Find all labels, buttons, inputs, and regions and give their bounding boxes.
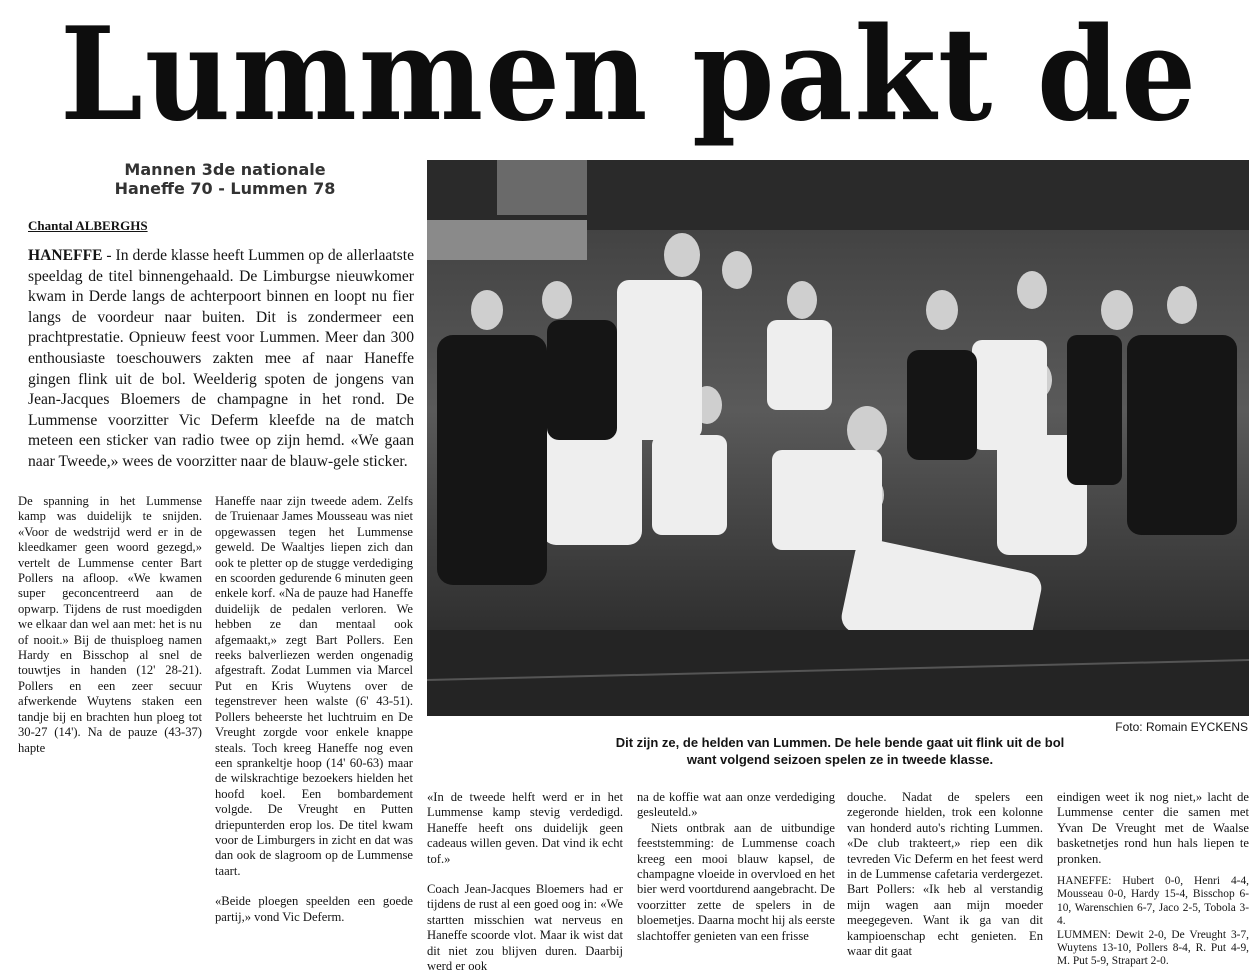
body-paragraph: Coach Jean-Jacques Bloemers had er tijdens de rust al een goed oog in: «We startten misschien wat nerveus en Haneffe scoorde vlot. Maar ik wist dat dit niet zou blijven duren. Daarbij werd er ook <box>427 882 623 974</box>
body-column-3 <box>427 790 623 974</box>
body-column-5 <box>847 790 1043 959</box>
photo-caption: Dit zijn ze, de helden van Lummen. De hele bende gaat uit flink uit de bol want volgend seizoen spelen ze in tweede klasse. <box>615 735 1065 767</box>
box-score-haneffe: HANEFFE: Hubert 0-0, Henri 4-4, Mousseau 0-0, Hardy 15-4, Bisschop 6-10, Warenschien 6-7, Jaco 2-5, Tobola 3-4. <box>1057 875 1249 928</box>
body-column-1 <box>18 494 202 756</box>
body-column-2 <box>215 494 413 925</box>
dateline: HANEFFE <box>28 247 103 264</box>
body-paragraph: douche. Nadat de spelers een zegeronde hielden, trok een kolonne van honderd auto's richting Lummen. «De club trakteert,» riep een dik tevreden Vic Deferm en het feest werd in de Lummense cafetaria verdergezet. Bart Pollers: «Ik heb al verstandig mijn wagen aan mijn moeder meegegeven. Want ik ga van dit kampioenschap echt genieten. En waar dit gaat <box>847 790 1043 959</box>
photo-credit: Foto: Romain EYCKENS <box>1115 720 1248 734</box>
body-paragraph: «In de tweede helft werd er in het Lummense kamp stevig verdedigd. Haneffe heeft ons duidelijk geen cadeaus willen geven. Dat vind ik echt tof.» <box>427 790 623 866</box>
team-photo-image <box>427 160 1249 716</box>
team-photo <box>427 160 1249 716</box>
lead-text: - In derde klasse heeft Lummen op de allerlaatste speeldag de titel binnengehaald. De Limburgse nieuwkomer kwam in Derde langs de achterpoort binnen en loopt nu fier langs de voordeur naar buiten. Dit is zondermeer een prachtprestatie. Opnieuw feest voor Lummen. Meer dan 300 enthousiaste toeschouwers zakten mee af naar Haneffe gingen flink uit de bol. Weelderig spoten de jongens van Jean-Jacques Bloemers de champagne in het rond. De Lummense voorzitter Vic Deferm kleefde na de match meteen een sticker van radio twee op zijn hemd. «We gaan naar Tweede,» wees de voorzitter naar de blauw-gele sticker. <box>28 247 414 470</box>
body-paragraph: Niets ontbrak aan de uitbundige feeststemming: de Lummense coach kreeg een mooi blauw kapsel, de champagne vloeide in overvloed en het bier werd voortdurend aangebracht. De voorzitter zette de spelers in de bloemetjes. Daarna mocht hij als eerste slachtoffer genieten van een frisse <box>637 820 835 943</box>
body-column-6 <box>1057 790 1249 969</box>
kicker-score: Haneffe 70 - Lummen 78 <box>114 179 336 198</box>
body-paragraph: Haneffe naar zijn tweede adem. Zelfs de Truienaar James Mousseau was niet opgewassen tegen het Lummense geweld. De Waaltjes liepen zich dan ook te pletter op de stugge verdediging en scoorden gedurende 6 minuten geen enkele korf. «Na de pauze had Haneffe duidelijk de pedalen verloren. We hebben ze dan mentaal ook afgemaakt,» zegt Bart Pollers. Een reeks balverliezen werden ongenadig afgestraft. Zodat Lummen via Marcel Put en Kris Wuytens over de tegenstrever heen walste (6' 43-51). Pollers beheerste het luchtruim en De Vreught zorgde voor enkele knappe steals. Toch kreeg Haneffe nog even een sprankeltje hoop (14' 60-63) maar de wilskrachtige bezoekers hielden het hoofd koel. Een bombardement volgde. De Vreught en Putten driepunterden erop los. De titel kwam voor de Limburgers in zicht en dat was dan ook de slagroom op de Lummense taart. <box>215 494 413 878</box>
body-paragraph: eindigen weet ik nog niet,» lacht de Lummense center die samen met Yvan De Vreught met de Waalse basketnetjes rond hun hals liepen te pronken. <box>1057 790 1249 866</box>
lead-paragraph <box>28 246 414 473</box>
byline: Chantal ALBERGHS <box>28 218 148 233</box>
body-column-4 <box>637 790 835 944</box>
box-score <box>1057 875 1249 969</box>
kicker-division: Mannen 3de nationale <box>124 160 326 179</box>
box-score-lummen: LUMMEN: Dewit 2-0, De Vreught 3-7, Wuytens 13-10, Pollers 8-4, R. Put 4-9, M. Put 5-9, Strapart 2-0. <box>1057 928 1249 968</box>
body-paragraph: De spanning in het Lummense kamp was duidelijk te snijden. «Voor de wedstrijd werd er in de kleedkamer geen woord gezegd,» vertelt de Lummense center Bart Pollers na afloop. «We kwamen super geconcentreerd aan de opwarp. Tijdens de rust moedigden we elkaar dan wel aan met: het is nu of nooit.» Bij de thuisploeg namen Hardy en Bisschop al snel de touwtjes in handen (12' 28-21). Pollers en een zeer secuur afwerkende Wuytens staken een tandje bij en brachten hun ploeg tot 30-27 (14'). Na de pauze (43-37) hapte <box>18 494 202 755</box>
body-paragraph: «Beide ploegen speelden een goede partij,» vond Vic Deferm. <box>215 894 413 924</box>
headline: Lummen pakt de <box>60 0 1198 150</box>
body-paragraph: na de koffie wat aan onze verdediging gesleuteld.» <box>637 790 835 820</box>
kicker <box>60 160 390 198</box>
